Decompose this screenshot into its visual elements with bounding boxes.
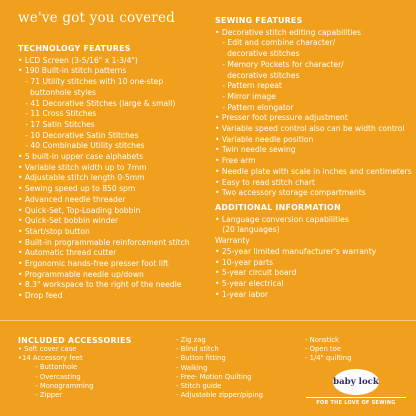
list-item: • Quick-Set bobbin winder — [18, 216, 119, 226]
list-item: - 41 Decorative Stitches (large & small) — [18, 98, 176, 108]
additional-information-heading: ADDITIONAL INFORMATION — [215, 203, 341, 212]
list-item: • Built-in programmable reinforcement stitch — [18, 237, 190, 247]
list-item: • Decorative stitch editing capabilities — [215, 27, 362, 37]
sewing-features-heading: SEWING FEATURES — [215, 16, 303, 25]
technology-features-list — [18, 56, 203, 302]
list-item: - 1/4" quilting — [305, 354, 352, 363]
list-item: • Variable stitch width up to 7mm — [18, 162, 147, 172]
section-divider — [0, 320, 416, 321]
list-item: - Memory Pockets for character/ — [215, 59, 344, 69]
list-item: - 71 Utility stitches with 10 one-step — [18, 77, 164, 87]
list-item: - Open toe — [305, 345, 341, 354]
additional-information-list — [215, 215, 410, 301]
list-item: - Zig zag — [176, 336, 206, 344]
list-item: - Free- Motion Quilting — [176, 372, 252, 381]
list-item: • Soft cover case — [18, 345, 77, 353]
list-item: - Mirror image — [215, 91, 276, 101]
list-item: •14 Accessory feet — [18, 354, 83, 363]
list-item: • 5-year circuit board — [215, 268, 297, 278]
list-item: - Adjustable zipper/piping — [176, 391, 263, 400]
technology-features-heading: TECHNOLOGY FEATURES — [18, 44, 131, 53]
list-item: decorative stitches — [215, 70, 300, 80]
list-item: • 190 Built-in stitch patterns — [18, 66, 127, 76]
list-item: - Stitch guide — [176, 382, 222, 391]
list-item: decorative stitches — [215, 49, 300, 59]
additional-information-section — [215, 203, 410, 300]
list-item: Warranty — [215, 236, 250, 246]
list-item: • Sewing speed up to 850 spm — [18, 184, 136, 194]
list-item: - Monogramming — [18, 381, 94, 390]
list-item: • Adjustable stitch length 0-5mm — [18, 173, 145, 183]
sewing-features-section — [215, 16, 410, 199]
accessories-column-3 — [305, 336, 351, 364]
list-item: • Two accessory storage compartments — [215, 188, 366, 198]
list-item: - Overcasting — [18, 372, 81, 381]
list-item: • Programmable needle up/down — [18, 269, 144, 279]
list-item: buttonhole styles — [18, 87, 96, 97]
logo-brand-text: baby lock — [333, 377, 379, 387]
list-item: - Pattern elongator — [215, 102, 294, 112]
list-item: - Edit and combine character/ — [215, 38, 336, 48]
list-item: (20 languages) — [215, 225, 280, 235]
list-item: • Free arm — [215, 156, 256, 166]
list-item: • Variable speed control also can be width control — [215, 124, 405, 134]
list-item: • Language conversion capabilities — [215, 214, 349, 224]
list-item: • Presser foot pressure adjustment — [215, 113, 348, 123]
list-item: • 5 built-in upper case alphabets — [18, 152, 144, 162]
list-item: • 1-year labor — [215, 289, 269, 299]
accessories-column-2 — [176, 336, 263, 400]
list-item: • Automatic thread cutter — [18, 248, 117, 258]
list-item: • Twin needle sewing — [215, 145, 296, 155]
tagline: we've got you covered — [18, 10, 175, 26]
list-item: - Button fitting — [176, 354, 226, 363]
included-accessories-heading: INCLUDED ACCESSORIES — [18, 336, 132, 345]
technology-features-section — [18, 44, 203, 302]
list-item: • Easy to read stitch chart — [215, 177, 315, 187]
list-item: • 5-year electrical — [215, 278, 284, 288]
list-item: - 11 Cross Stitches — [18, 109, 97, 119]
list-item: - Buttonhole — [18, 363, 78, 372]
accessories-column-1 — [18, 345, 93, 400]
list-item: • Drop feed — [18, 291, 63, 301]
list-item: • LCD Screen (3-5/16" x 1-3/4") — [18, 55, 138, 65]
list-item: • Ergonomic hands-free presser foot lift — [18, 259, 169, 269]
list-item: • Variable needle position — [215, 134, 314, 144]
list-item: - 40 Combinable Utility stitches — [18, 141, 145, 151]
list-item: - Nonstick — [305, 336, 339, 344]
list-item: - Zipper — [18, 391, 63, 400]
list-item: - Walking — [176, 363, 208, 372]
list-item: • Start/stop button — [18, 226, 90, 236]
list-item: • 10-year parts — [215, 257, 274, 267]
list-item: • 8.3" workspace to the right of the needle — [18, 280, 182, 290]
baby-lock-logo — [306, 369, 406, 413]
list-item: • Needle plate with scale in inches and centimeters — [215, 166, 412, 176]
logo-rule — [306, 397, 406, 398]
list-item: • Quick-Set, Top-Loading bobbin — [18, 205, 141, 215]
list-item: • 25-year limited manufacturer's warranty — [215, 246, 377, 256]
sewing-features-list — [215, 28, 410, 199]
list-item: - 17 Satin Stitches — [18, 119, 95, 129]
list-item: - Pattern repeat — [215, 81, 282, 91]
logo-slogan: FOR THE LOVE OF SEWING — [316, 400, 396, 406]
list-item: • Advanced needle threader — [18, 194, 126, 204]
logo-oval — [333, 369, 379, 395]
list-item: - Blind stitch — [176, 345, 219, 354]
list-item: - 10 Decorative Satin Stitches — [18, 130, 139, 140]
